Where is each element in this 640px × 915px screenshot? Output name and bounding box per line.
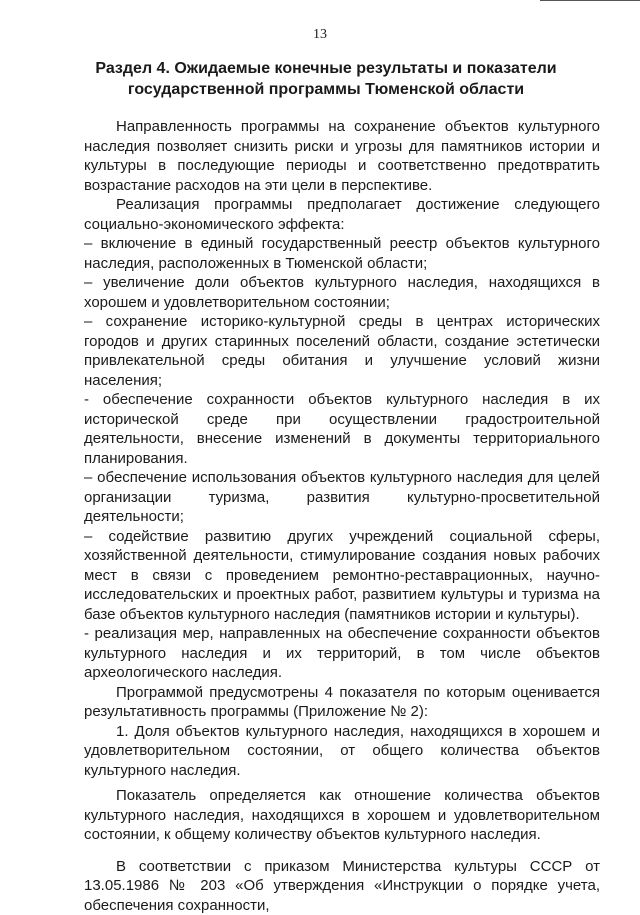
paragraph-indicators: Программой предусмотрены 4 показателя по которым оценивается результативность программы (Приложение № 2): — [84, 683, 600, 722]
list-item: – содействие развитию других учреждений социальной сферы, хозяйственной деятельности, стимулирование создания новых рабочих мест в связи с проведением ремонтно-реставрационных, научно-исследовательских и проектных работ, развитием культуры и туризма на базе объектов культурного наследия (памятников истории и культуры). — [84, 527, 600, 625]
list-item: – увеличение доли объектов культурного наследия, находящихся в хорошем и удовлетворительном состоянии; — [84, 273, 600, 312]
heading-line-1: Раздел 4. Ожидаемые конечные результаты и показатели — [84, 58, 568, 79]
list-item: – сохранение историко-культурной среды в центрах исторических городов и других старинных поселений области, создание эстетически привлекательной среды обитания и улучшение условий жизни населения; — [84, 312, 600, 390]
list-item: - обеспечение сохранности объектов культурного наследия в их исторической среде при осуществлении градостроительной деятельности, внесение изменений в документы территориального планирования. — [84, 390, 600, 468]
corner-line — [540, 0, 640, 1]
body-text — [84, 117, 600, 915]
paragraph-intro: Направленность программы на сохранение объектов культурного наследия позволяет снизить риски и угрозы для памятников истории и культуры в последующие периоды и соответственно предотвратить возрастание расходов на эти цели в перспективе. — [84, 117, 600, 195]
list-item: – включение в единый государственный реестр объектов культурного наследия, расположенных в Тюменской области; — [84, 234, 600, 273]
list-item: - реализация мер, направленных на обеспечение сохранности объектов культурного наследия и их территорий, в том числе объектов археологического наследия. — [84, 624, 600, 683]
paragraph-order-reference: В соответствии с приказом Министерства культуры СССР от 13.05.1986 № 203 «Об утверждения «Инструкции о порядке учета, обеспечения сохранности, — [84, 857, 600, 915]
page-number: 13 — [0, 27, 640, 43]
paragraph-indicator-definition: Показатель определяется как отношение количества объектов культурного наследия, находящихся в хорошем и удовлетворительном состоянии, к общему количеству объектов культурного наследия. — [84, 786, 600, 845]
indicator-1: 1. Доля объектов культурного наследия, находящихся в хорошем и удовлетворительном состоянии, от общего количества объектов культурного наследия. — [84, 722, 600, 781]
heading-line-2: государственной программы Тюменской области — [84, 79, 568, 100]
section-heading — [84, 58, 568, 100]
list-item: – обеспечение использования объектов культурного наследия для целей организации туризма, развития культурно-просветительной деятельности; — [84, 468, 600, 527]
paragraph-effects: Реализация программы предполагает достижение следующего социально-экономического эффекта: — [84, 195, 600, 234]
